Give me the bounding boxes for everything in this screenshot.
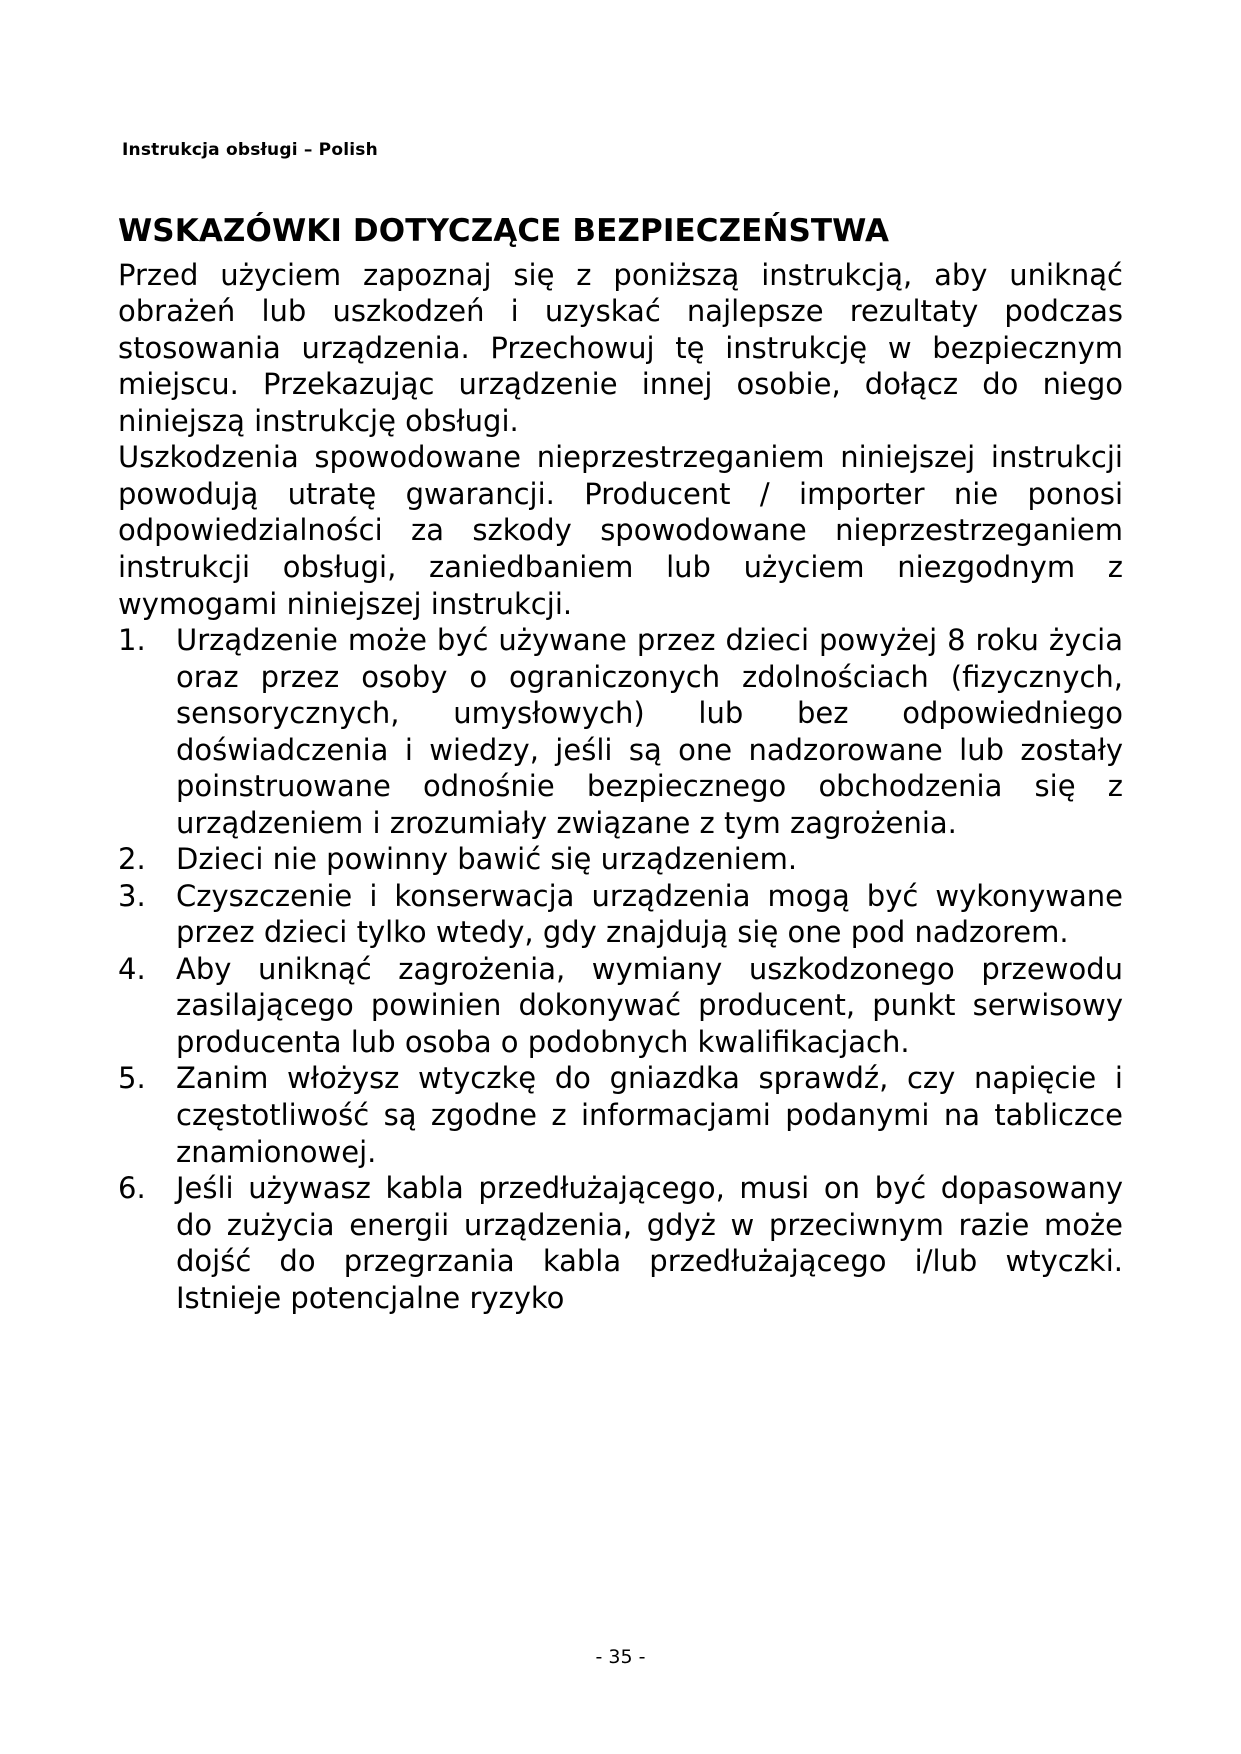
list-item-number: 6. xyxy=(118,1171,146,1206)
list-item-number: 2. xyxy=(118,842,146,877)
list-item xyxy=(118,622,1123,841)
list-item-text: Aby uniknąć zagrożenia, wymiany uszkodzonego przewodu zasilającego powinien dokonywać producent, punkt serwisowy producenta lub osoba o podobnych kwalifikacjach. xyxy=(176,951,1123,1059)
list-item-number: 4. xyxy=(118,951,146,986)
list-item xyxy=(118,1060,1123,1170)
safety-instructions-list xyxy=(118,622,1123,1316)
page-title: WSKAZÓWKI DOTYCZĄCE BEZPIECZEŃSTWA xyxy=(118,213,890,249)
list-item-text: Dzieci nie powinny bawić się urządzeniem. xyxy=(176,842,798,877)
list-item xyxy=(118,878,1123,951)
list-item-text: Jeśli używasz kabla przedłużającego, musi on być dopasowany do zużycia energii urządzenia, gdyż w przeciwnym razie może dojść do przegrzania kabla przedłużającego i/lub wtyczki. Istnieje potencjalne ryzyko xyxy=(176,1171,1123,1315)
list-item xyxy=(118,1170,1123,1316)
page-number: - 35 - xyxy=(595,1646,646,1668)
list-item xyxy=(118,951,1123,1061)
list-item-text: Czyszczenie i konserwacja urządzenia mogą być wykonywane przez dzieci tylko wtedy, gdy znajdują się one pod nadzorem. xyxy=(176,878,1123,950)
list-item-number: 1. xyxy=(118,623,146,658)
list-item-text: Urządzenie może być używane przez dzieci powyżej 8 roku życia oraz przez osoby o ograniczonych zdolnościach (fizycznych, sensorycznych, umysłowych) lub bez odpowiedniego doświadczenia i wiedzy, jeśli są one nadzorowane lub zostały poinstruowane odnośnie bezpiecznego obchodzenia się z urządzeniem i zrozumiały związane z tym zagrożenia. xyxy=(176,623,1123,840)
list-item-number: 5. xyxy=(118,1061,146,1096)
intro-paragraph-1: Przed użyciem zapoznaj się z poniższą instrukcją, aby uniknąć obrażeń lub uszkodzeń i uzyskać najlepsze rezultaty podczas stosowania urządzenia. Przechowuj tę instrukcję w bezpiecznym miejscu. Przekazując urządzenie innej osobie, dołącz do niego niniejszą instrukcję obsługi. xyxy=(118,257,1123,438)
list-item-number: 3. xyxy=(118,878,146,913)
list-item xyxy=(118,841,1123,878)
intro-paragraph-2: Uszkodzenia spowodowane nieprzestrzeganiem niniejszej instrukcji powodują utratę gwarancji. Producent / importer nie ponosi odpowiedzialności za szkody spowodowane nieprzestrzeganiem instrukcji obsługi, zaniedbaniem lub użyciem niezgodnym z wymogami niniejszej instrukcji. xyxy=(118,440,1123,621)
running-head: Instrukcja obsługi – Polish xyxy=(122,140,378,160)
list-item-text: Zanim włożysz wtyczkę do gniazdka sprawdź, czy napięcie i częstotliwość są zgodne z informacjami podanymi na tabliczce znamionowej. xyxy=(176,1061,1123,1169)
